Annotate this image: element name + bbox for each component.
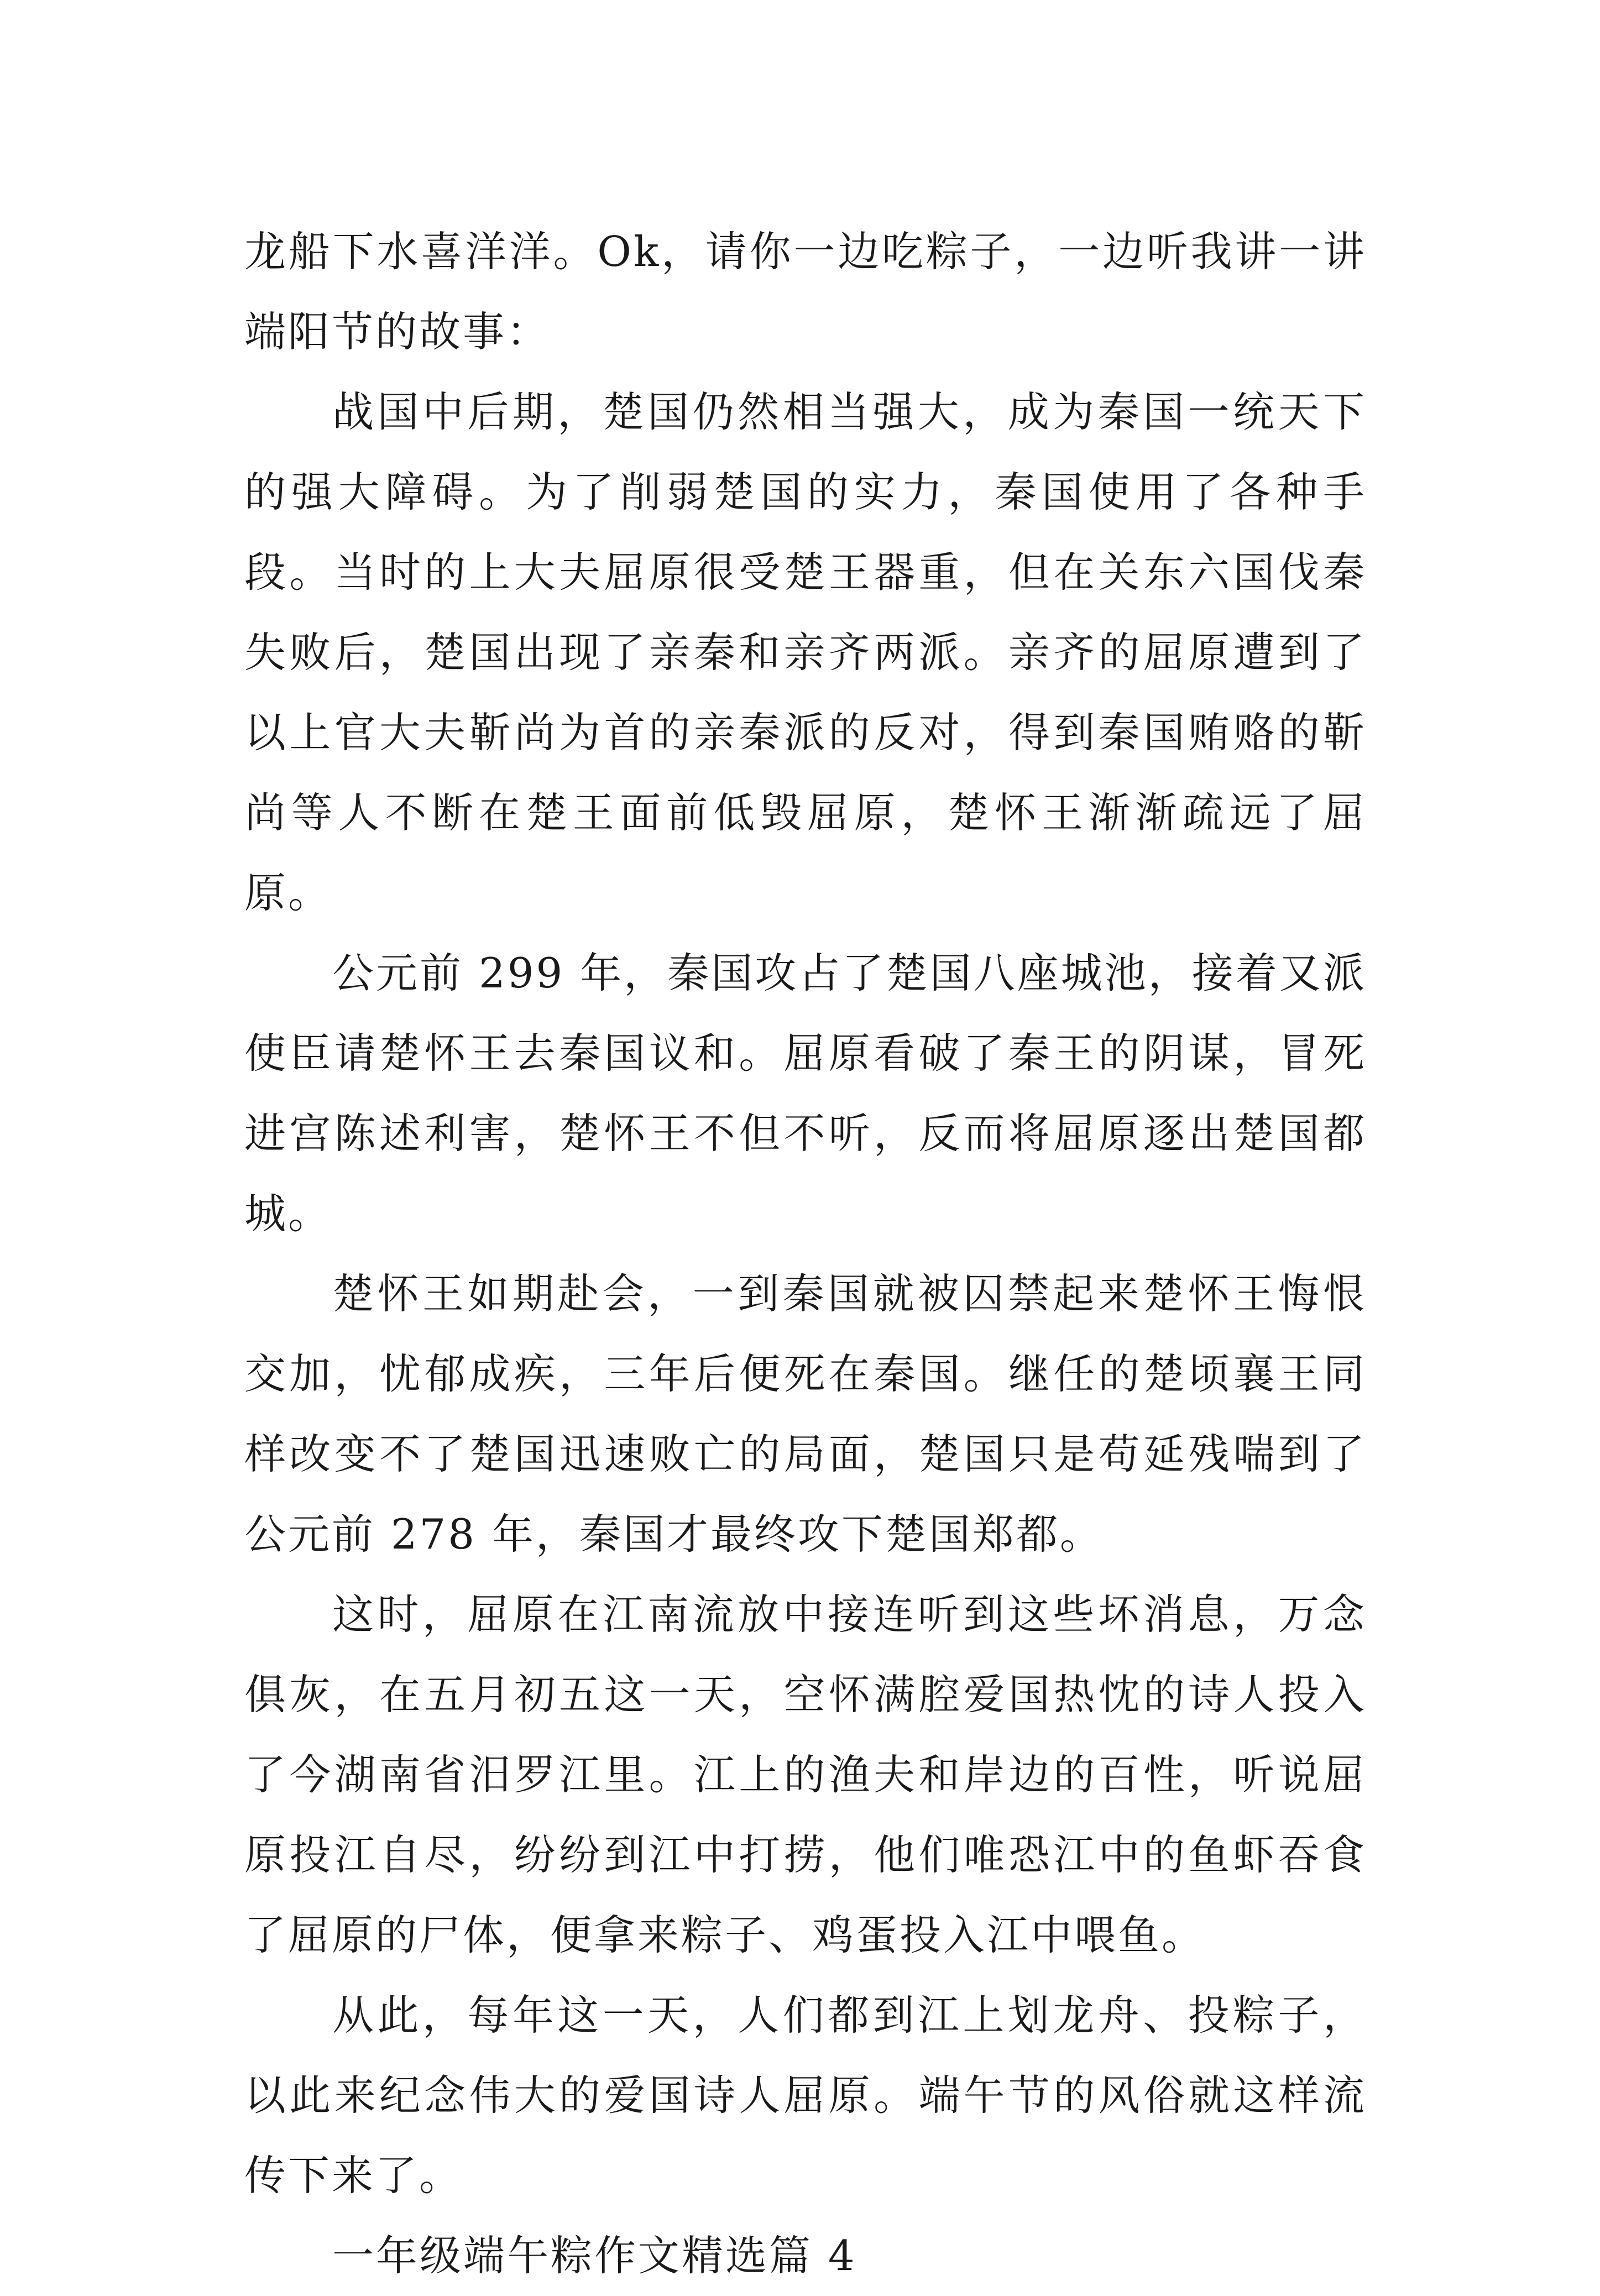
section-heading: 一年级端午粽作文精选篇 4: [332, 2231, 857, 2280]
paragraph-continuation: 龙船下水喜洋洋。Ok，请你一边吃粽子，一边听我讲一讲端阳节的故事：: [244, 227, 1367, 356]
paragraph: 从此，每年这一天，人们都到江上划龙舟、投粽子，以此来纪念伟大的爱国诗人屈原。端午节的风俗就这样流传下来了。: [244, 1991, 1367, 2200]
paragraph: 战国中后期，楚国仍然相当强大，成为秦国一统天下的强大障碍。为了削弱楚国的实力，秦国使用了各种手段。当时的上大夫屈原很受楚王器重，但在关东六国伐秦失败后，楚国出现了亲秦和亲齐两派。亲齐的屈原遭到了以上官大夫靳尚为首的亲秦派的反对，得到秦国贿赂的靳尚等人不断在楚王面前低毁屈原，楚怀王渐渐疏远了屈原。: [244, 388, 1367, 917]
document-body: [244, 212, 1367, 2296]
paragraph: 楚怀王如期赴会，一到秦国就被囚禁起来楚怀王悔恨交加，忧郁成疾，三年后便死在秦国。继任的楚顷襄王同样改变不了楚国迅速败亡的局面，楚国只是苟延残喘到了公元前 278 年，秦国才最终攻下楚国郑都。: [244, 1269, 1367, 1558]
paragraph: 公元前 299 年，秦国攻占了楚国八座城池，接着又派使臣请楚怀王去秦国议和。屈原看破了秦王的阴谋，冒死进宫陈述利害，楚怀王不但不听，反而将屈原逐出楚国都城。: [244, 949, 1367, 1238]
paragraph: 这时，屈原在江南流放中接连听到这些坏消息，万念俱灰，在五月初五这一天，空怀满腔爱国热忱的诗人投入了今湖南省汨罗江里。江上的渔夫和岸边的百性，听说屈原投江自尽，纷纷到江中打捞，他们唯恐江中的鱼虾吞食了屈原的尸体，便拿来粽子、鸡蛋投入江中喂鱼。: [244, 1590, 1367, 1959]
